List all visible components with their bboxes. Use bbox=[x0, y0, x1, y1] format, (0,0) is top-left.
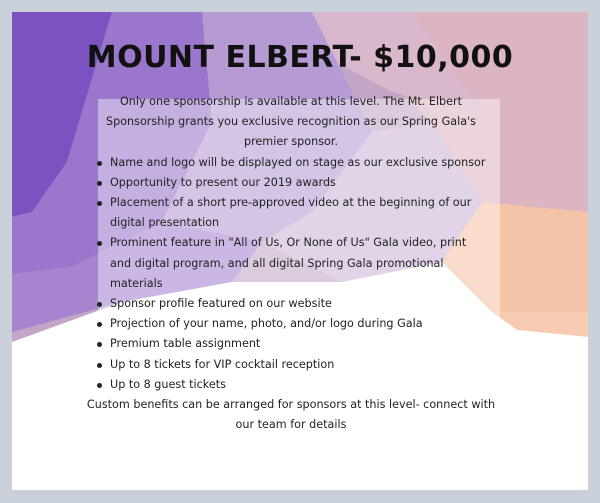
bullet-icon bbox=[97, 161, 102, 166]
benefit-text: Up to 8 tickets for VIP cocktail reception bbox=[110, 357, 335, 371]
benefit-item bbox=[96, 355, 486, 375]
outro-text: Custom benefits can be arranged for sponsors at this level- connect with our team for details bbox=[86, 398, 496, 432]
bullet-icon bbox=[97, 363, 102, 368]
benefit-text: Opportunity to present our 2019 awards bbox=[110, 175, 336, 189]
bullet-icon bbox=[97, 342, 102, 347]
benefit-item bbox=[96, 233, 486, 294]
benefit-item bbox=[96, 294, 486, 314]
bullet-icon bbox=[97, 201, 102, 206]
intro-text: Only one sponsorship is available at this level. The Mt. Elbert Sponsorship grants you exclusive recognition as our Spring Gala's premier sponsor. bbox=[106, 95, 476, 149]
benefits-list bbox=[96, 153, 486, 395]
sponsorship-details bbox=[86, 92, 496, 435]
bullet-icon bbox=[97, 181, 102, 186]
benefit-item bbox=[96, 334, 486, 354]
benefit-item bbox=[96, 314, 486, 334]
bullet-icon bbox=[97, 241, 102, 246]
benefit-item bbox=[96, 193, 486, 233]
benefit-text: Prominent feature in "All of Us, Or None of Us" Gala video, print and digital program, and all digital Spring Gala promotional materials bbox=[110, 236, 467, 290]
benefit-text: Name and logo will be displayed on stage as our exclusive sponsor bbox=[110, 155, 486, 169]
benefit-text: Placement of a short pre-approved video at the beginning of our digital presentation bbox=[110, 196, 472, 230]
page-title: MOUNT ELBERT- $10,000 bbox=[86, 40, 514, 75]
benefit-text: Up to 8 guest tickets bbox=[110, 377, 226, 391]
bullet-icon bbox=[97, 383, 102, 388]
benefit-item bbox=[96, 173, 486, 193]
benefit-item bbox=[96, 375, 486, 395]
benefit-text: Projection of your name, photo, and/or logo during Gala bbox=[110, 317, 423, 331]
benefit-text: Sponsor profile featured on our website bbox=[110, 297, 332, 311]
bullet-icon bbox=[97, 302, 102, 307]
benefit-item bbox=[96, 153, 486, 173]
bullet-icon bbox=[97, 322, 102, 327]
benefit-text: Premium table assignment bbox=[110, 337, 261, 351]
